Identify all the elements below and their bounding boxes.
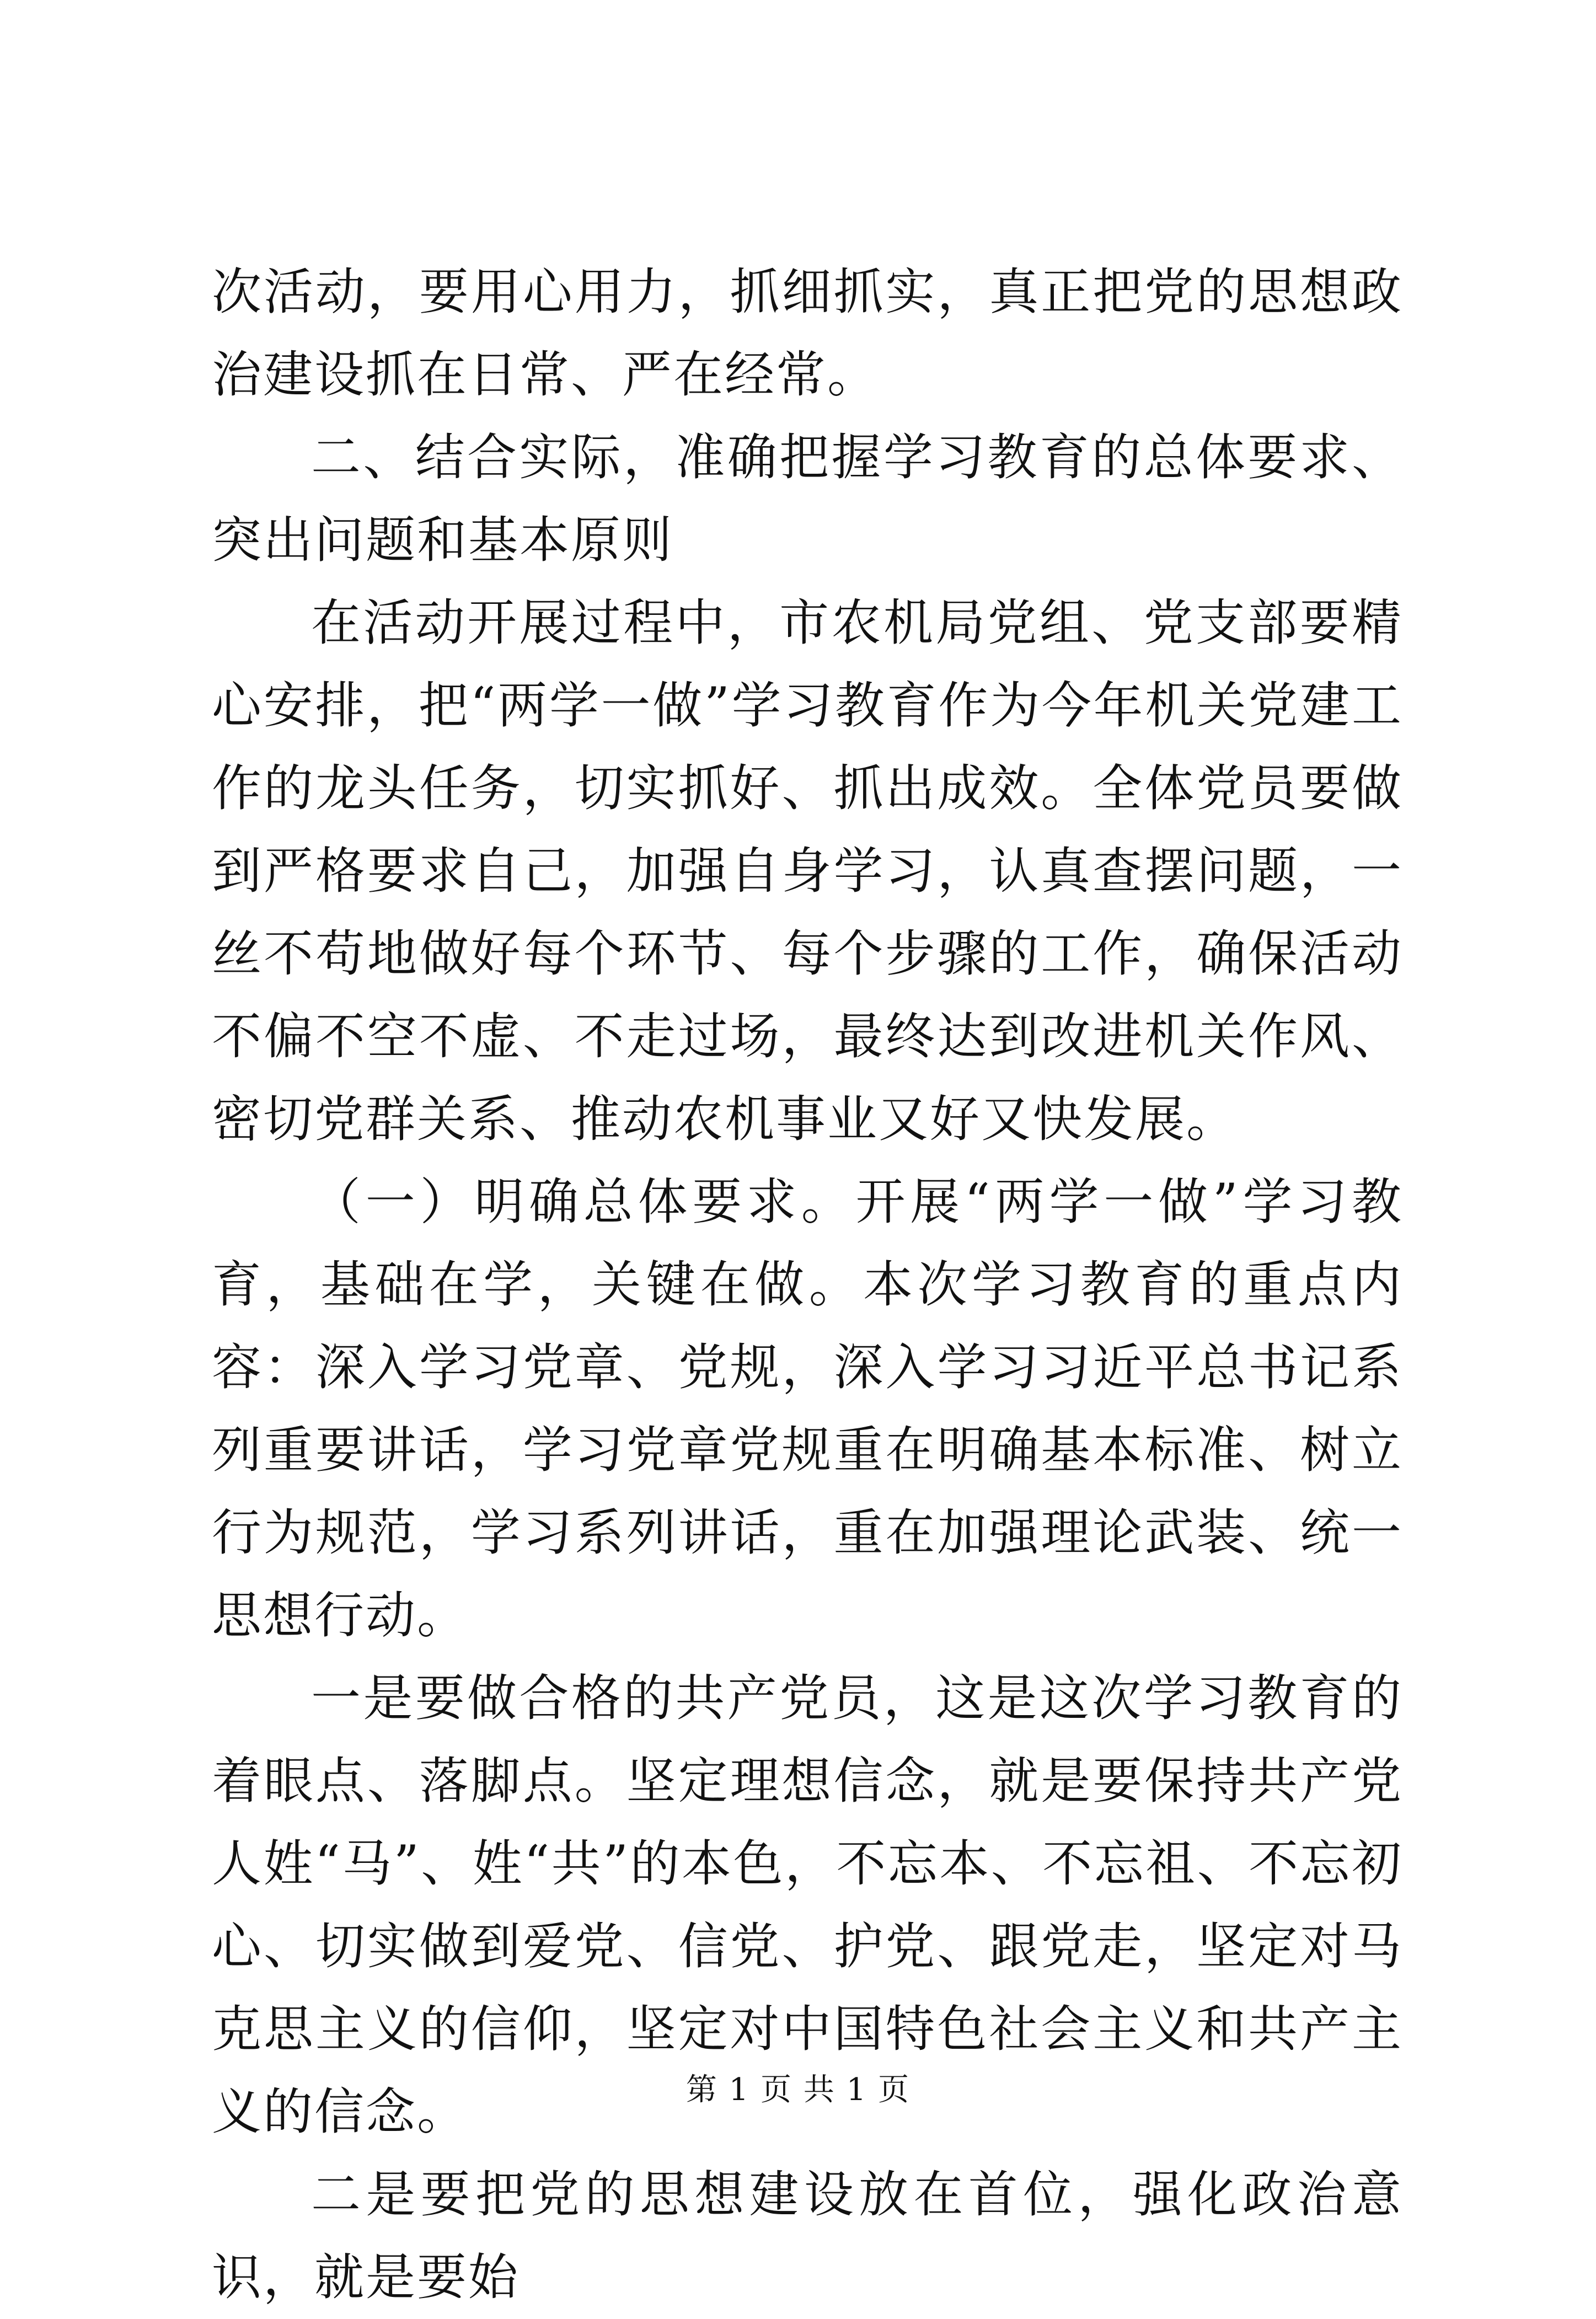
- paragraph-point-two: 二是要把党的思想建设放在首位，强化政治意识，就是要始: [212, 2166, 1403, 2306]
- paragraph-overall-requirements: （一）明确总体要求。开展“两学一做”学习教育，基础在学，关键在做。本次学习教育的重点内容：深入学习党章、党规，深入学习习近平总书记系列重要讲话，学习党章党规重在明确基本标准、树立行为规范，学习系列讲话，重在加强理论武装、统一思想行动。: [212, 1173, 1403, 1645]
- paragraph-process: 在活动开展过程中，市农机局党组、党支部要精心安排，把“两学一做”学习教育作为今年机关党建工作的龙头任务，切实抓好、抓出成效。全体党员要做到严格要求自己，加强自身学习，认真查摆问题，一丝不苟地做好每个环节、每个步骤的工作，确保活动不偏不空不虚、不走过场，最终达到改进机关作风、密切党群关系、推动农机事业又好又快发展。: [212, 594, 1403, 1148]
- section-heading-two: 二、结合实际，准确把握学习教育的总体要求、突出问题和基本原则: [212, 429, 1403, 569]
- paragraph-continuation: 次活动，要用心用力，抓细抓实，真正把党的思想政治建设抓在日常、严在经常。: [212, 263, 1403, 404]
- page-number-footer: 第 1 页 共 1 页: [685, 2072, 911, 2108]
- paragraph-point-one: 一是要做合格的共产党员，这是这次学习教育的着眼点、落脚点。坚定理想信念，就是要保持共产党人姓“马”、姓“共”的本色，不忘本、不忘祖、不忘初心、切实做到爱党、信党、护党、跟党走，坚定对马克思主义的信仰，坚定对中国特色社会主义和共产主义的信念。: [212, 1669, 1403, 2141]
- document-body: [212, 251, 1403, 2319]
